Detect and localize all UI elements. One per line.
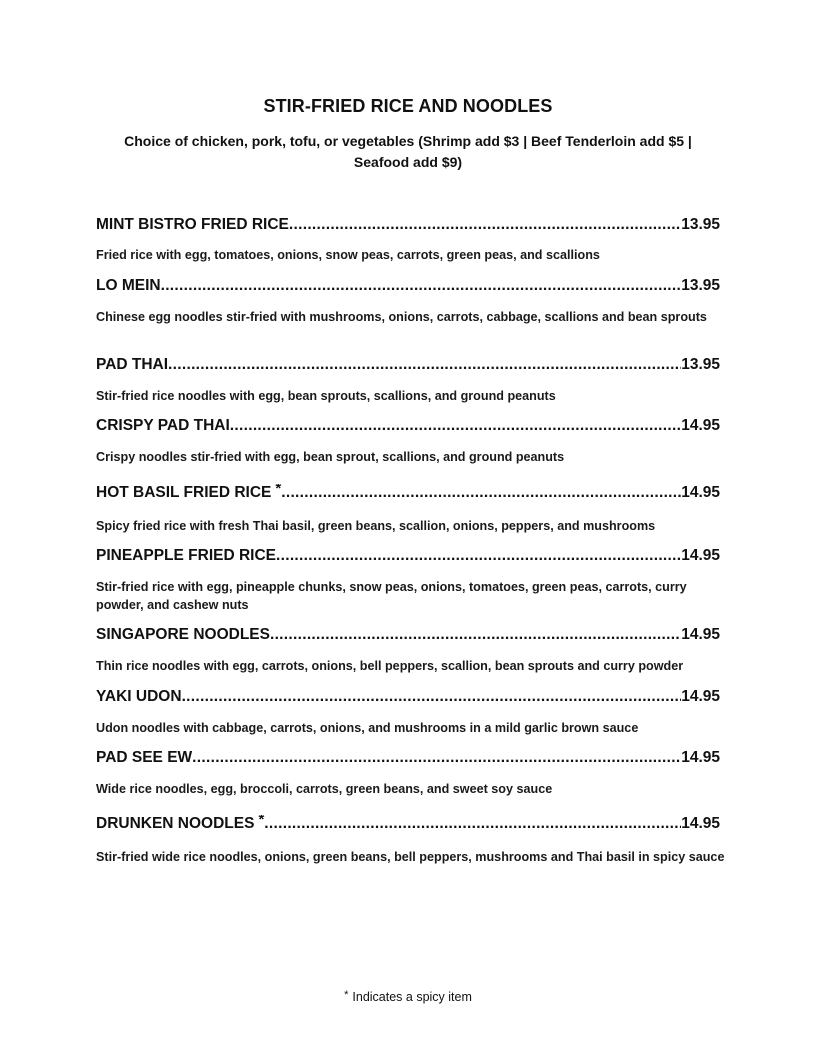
- menu-item-name: PAD THAI: [96, 356, 169, 373]
- menu-section-title: STIR-FRIED RICE AND NOODLES: [263, 96, 553, 116]
- menu-item-name: MINT BISTRO FRIED RICE: [96, 216, 289, 233]
- spicy-footnote: [0, 990, 816, 1004]
- menu-item-price: 14.95: [681, 749, 720, 766]
- menu-item-heading: [96, 417, 720, 437]
- menu-item-description: Fried rice with egg, tomatoes, onions, snow peas, carrots, green peas, and scallions: [96, 248, 600, 262]
- dot-leader: [289, 216, 681, 234]
- menu-item-description: Udon noodles with cabbage, carrots, onions, and mushrooms in a mild garlic brown sauce: [96, 721, 639, 735]
- menu-item-heading: [96, 547, 720, 567]
- dot-leader: [182, 688, 682, 706]
- menu-item-name: YAKI UDON: [96, 688, 182, 705]
- menu-item-heading: [96, 484, 720, 504]
- spicy-marker-icon: *: [258, 815, 265, 828]
- dot-leader: [281, 484, 681, 502]
- menu-section-subtitle: Choice of chicken, pork, tofu, or vegetables (Shrimp add $3 | Beef Tenderloin add $5 | Seafood add $9): [124, 133, 692, 170]
- menu-item-description: Crispy noodles stir-fried with egg, bean sprout, scallions, and ground peanuts: [96, 450, 565, 464]
- menu-item-price: 13.95: [681, 277, 720, 294]
- menu-item-description: Stir-fried rice noodles with egg, bean sprouts, scallions, and ground peanuts: [96, 389, 556, 403]
- menu-item-price: 14.95: [681, 815, 720, 832]
- menu-item-name: DRUNKEN NOODLES: [96, 815, 255, 832]
- dot-leader: [264, 815, 681, 833]
- menu-item-name: HOT BASIL FRIED RICE: [96, 484, 272, 501]
- menu-item-heading: [96, 815, 720, 835]
- menu-item-heading: [96, 356, 720, 376]
- menu-item-name: SINGAPORE NOODLES: [96, 626, 270, 643]
- dot-leader: [192, 749, 681, 767]
- menu-item-heading: [96, 277, 720, 297]
- menu-item-name: PINEAPPLE FRIED RICE: [96, 547, 276, 564]
- menu-item-heading: [96, 749, 720, 769]
- spicy-marker-icon: *: [344, 989, 349, 1001]
- menu-item-name: CRISPY PAD THAI: [96, 417, 230, 434]
- dot-leader: [230, 417, 681, 435]
- dot-leader: [168, 356, 681, 374]
- menu-item-description: Spicy fried rice with fresh Thai basil, green beans, scallion, onions, peppers, and mushrooms: [96, 519, 656, 533]
- dot-leader: [161, 277, 682, 295]
- menu-item-price: 14.95: [681, 417, 720, 434]
- footnote-text: Indicates a spicy item: [352, 990, 472, 1004]
- menu-item-heading: [96, 216, 720, 236]
- spicy-marker-icon: *: [275, 484, 282, 497]
- dot-leader: [276, 547, 681, 565]
- menu-item-price: 13.95: [681, 356, 720, 373]
- dot-leader: [270, 626, 681, 644]
- menu-item-name: PAD SEE EW: [96, 749, 193, 766]
- menu-item-price: 14.95: [681, 626, 720, 643]
- menu-item-price: 14.95: [681, 688, 720, 705]
- menu-item-description: Wide rice noodles, egg, broccoli, carrots, green beans, and sweet soy sauce: [96, 782, 553, 796]
- menu-item-heading: [96, 688, 720, 708]
- menu-item-price: 14.95: [681, 547, 720, 564]
- menu-item-name: LO MEIN: [96, 277, 161, 294]
- menu-item-heading: [96, 626, 720, 646]
- menu-item-price: 13.95: [681, 216, 720, 233]
- menu-item-description: Stir-fried rice with egg, pineapple chunks, snow peas, onions, tomatoes, green peas, carrots, curry powder, and cashew nuts: [96, 580, 687, 612]
- menu-item-description: Thin rice noodles with egg, carrots, onions, bell peppers, scallion, bean sprouts and curry powder: [96, 659, 684, 673]
- menu-item-description: Stir-fried wide rice noodles, onions, green beans, bell peppers, mushrooms and Thai basil in spicy sauce: [96, 850, 725, 864]
- menu-item-price: 14.95: [681, 484, 720, 501]
- menu-item-description: Chinese egg noodles stir-fried with mushrooms, onions, carrots, cabbage, scallions and bean sprouts: [96, 310, 707, 324]
